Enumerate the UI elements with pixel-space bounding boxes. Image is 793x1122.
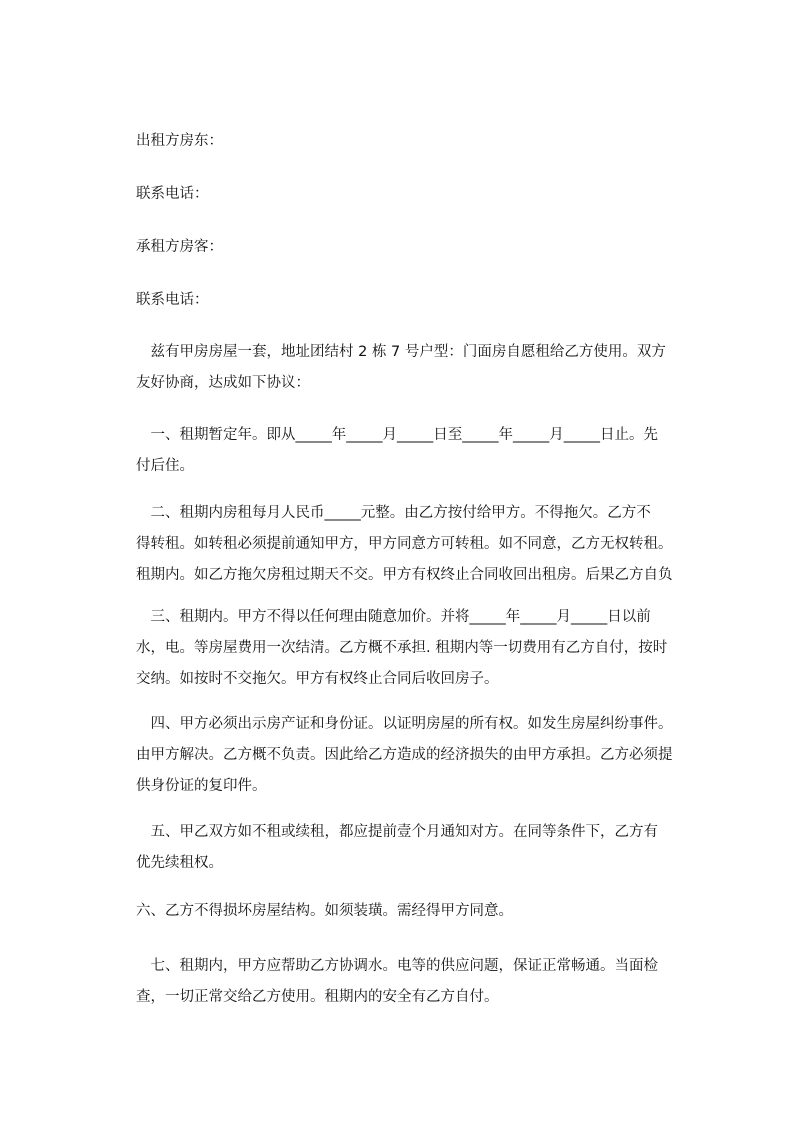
paragraph-line: 得转租。如转租必须提前通知甲方，甲方同意方可转租。如不同意，乙方无权转租。	[136, 536, 673, 552]
clause-4	[136, 709, 710, 802]
paragraph-line: 四、甲方必须出示房产证和身份证。以证明房屋的所有权。如发生房屋纠纷事件。	[136, 716, 673, 732]
lessor-field: 出租方房东：	[136, 133, 223, 149]
paragraph-line: 水，电。等房屋费用一次结清。乙方概不承担. 租期内等一切费用有乙方自付，按时	[136, 640, 668, 656]
paragraph-line: 七、租期内，甲方应帮助乙方协调水。电等的供应问题，保证正常畅通。当面检	[136, 958, 658, 974]
paragraph-line: 由甲方解决。乙方概不负责。因此给乙方造成的经济损失的由甲方承担。乙方必须提	[136, 747, 673, 763]
clause-2	[136, 498, 710, 591]
paragraph-line: 一、租期暂定年。即从_____年_____月_____日至_____年_____月_____日止。先	[136, 427, 658, 443]
clause-1	[136, 420, 710, 482]
paragraph-line: 友好协商，达成如下协议：	[136, 375, 310, 391]
paragraph-line: 租期内。如乙方拖欠房租过期天不交。甲方有权终止合同收回出租房。后果乙方自负	[136, 567, 673, 583]
clause-5	[136, 817, 710, 879]
paragraph-line: 付后住。	[136, 458, 194, 474]
paragraph-line: 六、乙方不得损坏房屋结构。如须装璜。需经得甲方同意。	[136, 903, 513, 919]
lessee-field: 承租方房客：	[136, 239, 223, 255]
paragraph-line: 交纳。如按时不交拖欠。甲方有权终止合同后收回房子。	[136, 671, 499, 687]
clause-7	[136, 951, 710, 1013]
paragraph-line: 供身份证的复印件。	[136, 778, 267, 794]
paragraph-line: 五、甲乙双方如不租或续租，都应提前壹个月通知对方。在同等条件下，乙方有	[136, 824, 658, 840]
paragraph-line: 二、租期内房租每月人民币_____元整。由乙方按付给甲方。不得拖欠。乙方不	[136, 505, 651, 521]
lessor-phone-field: 联系电话：	[136, 186, 209, 202]
clause-6	[136, 896, 710, 927]
clause-3	[136, 602, 710, 695]
paragraph-line: 三、租期内。甲方不得以任何理由随意加价。并将_____年_____月_____日以前	[136, 609, 651, 625]
paragraph-line: 兹有甲房房屋一套，地址团结村 2 栋 7 号户型：门面房自愿租给乙方使用。双方	[136, 344, 666, 360]
paragraph-line: 优先续租权。	[136, 855, 223, 871]
lessee-phone-field: 联系电话：	[136, 292, 209, 308]
intro-paragraph	[136, 337, 710, 399]
paragraph-line: 查，一切正常交给乙方使用。租期内的安全有乙方自付。	[136, 989, 499, 1005]
